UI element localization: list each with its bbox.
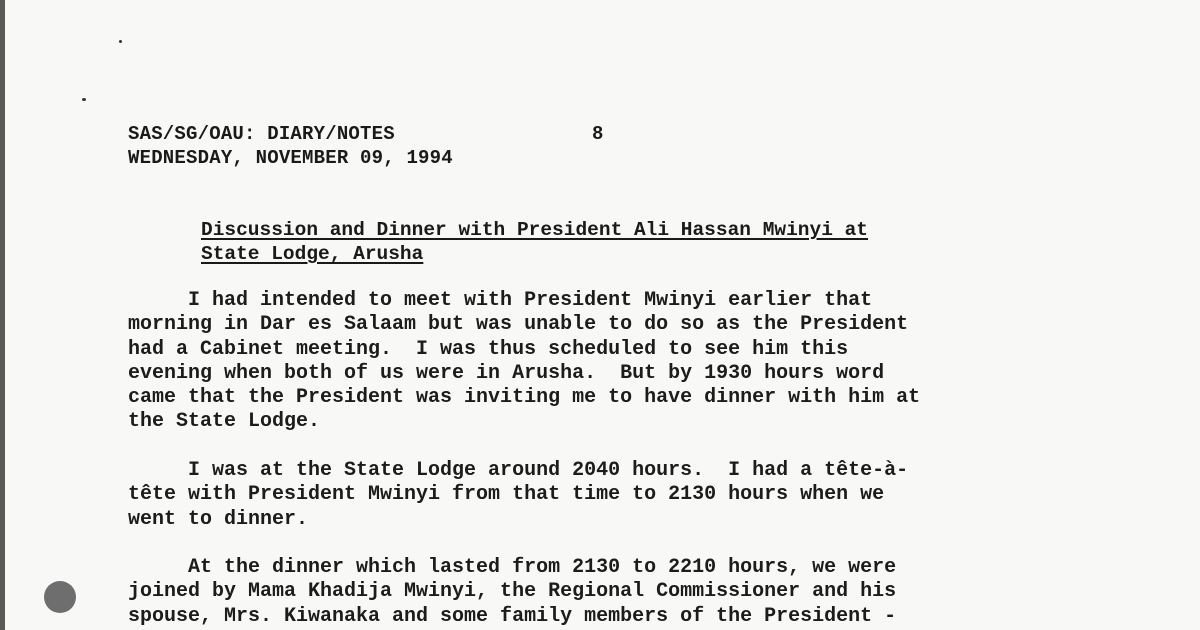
page-edge: [0, 0, 5, 630]
paragraph-line: came that the President was inviting me to have dinner with him at: [128, 386, 921, 410]
section-heading: [201, 218, 1071, 266]
paragraph-line: went to dinner.: [128, 507, 309, 531]
paragraph-line: tête with President Mwinyi from that time to 2130 hours when we: [128, 483, 885, 507]
paragraph-1: [128, 289, 1072, 435]
section-heading-line-2: State Lodge, Arusha: [201, 243, 424, 265]
page-number: 8: [592, 123, 604, 145]
scan-speck: [82, 98, 86, 101]
paragraph-line: had a Cabinet meeting. I was thus scheduled to see him this: [128, 337, 849, 361]
paragraph-line: evening when both of us were in Arusha. But by 1930 hours word: [128, 361, 885, 385]
paragraph-line: I was at the State Lodge around 2040 hours. I had a tête-à-: [128, 459, 909, 482]
section-heading-line-1: Discussion and Dinner with President Ali Hassan Mwinyi at: [201, 219, 869, 241]
header-date: WEDNESDAY, NOVEMBER 09, 1994: [128, 147, 453, 169]
header-title: SAS/SG/OAU: DIARY/NOTES: [128, 123, 395, 145]
paragraph-line: morning in Dar es Salaam but was unable to do so as the President: [128, 313, 909, 337]
paragraph-line: spouse, Mrs. Kiwanaka and some family members of the President -: [128, 604, 897, 628]
paragraph-line: joined by Mama Khadija Mwinyi, the Regional Commissioner and his: [128, 580, 897, 604]
paragraph-3: [128, 556, 1072, 629]
punch-hole: [44, 581, 76, 613]
scan-speck: [119, 40, 122, 43]
paragraph-line: the State Lodge.: [128, 410, 321, 434]
paragraph-line: I had intended to meet with President Mwinyi earlier that: [128, 289, 873, 312]
paragraph-2: [128, 459, 1072, 532]
paragraph-line: At the dinner which lasted from 2130 to 2210 hours, we were: [128, 556, 897, 579]
